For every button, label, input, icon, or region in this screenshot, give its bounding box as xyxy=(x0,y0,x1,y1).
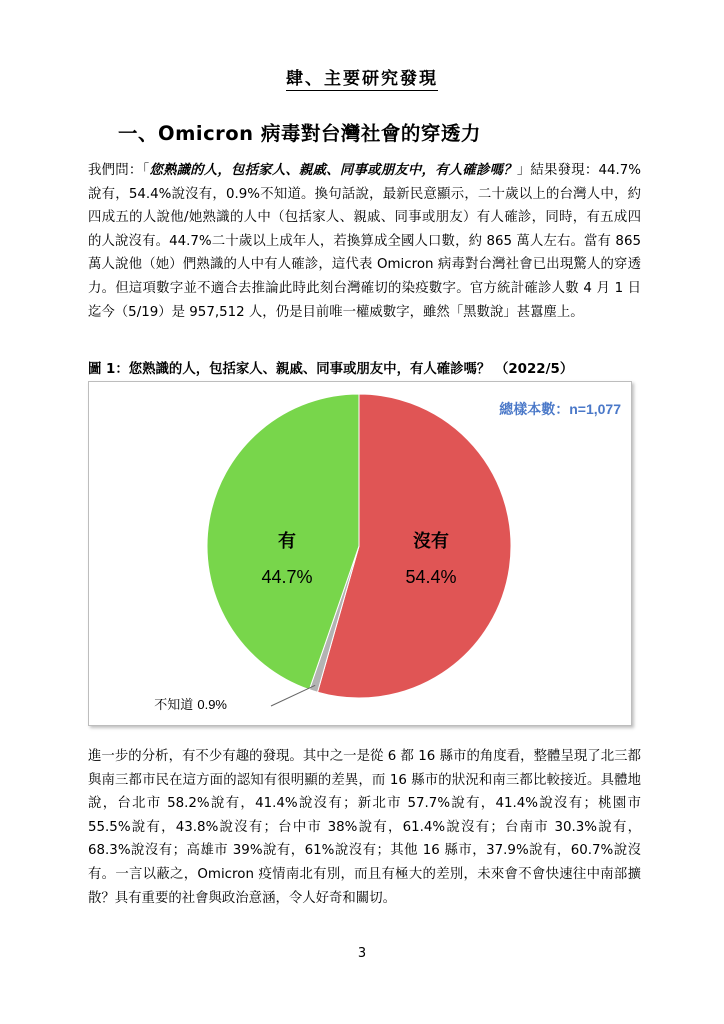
page-number: 3 xyxy=(357,946,367,961)
pie-chart-frame xyxy=(88,381,632,726)
pie-chart xyxy=(89,382,631,725)
survey-question: 您熟識的人，包括家人、親戚、同事或朋友中，有人確診嗎？ xyxy=(149,163,517,178)
pie-slices xyxy=(207,394,511,698)
slice-label-no: 沒有 xyxy=(413,531,449,552)
subsection-heading: 一、Omicron 病毒對台灣社會的穿透力 xyxy=(118,122,481,145)
slice-label-dontknow: 不知道 0.9% xyxy=(154,697,227,713)
leader-line xyxy=(271,685,315,706)
intro-paragraph: 我們問：「您熟識的人，包括家人、親戚、同事或朋友中，有人確診嗎？」結果發現：44.7%說有，54.4%說沒有，0.9%不知道。換句話說，最新民意顯示，二十歲以上的台灣人中，約四成五的人說他/她熟識的人中（包括家人、親戚、同事或朋友）有人確診，同時，有五成四的人說沒有。44.7%二十歲以上成年人，若換算成全國人口數，約 865 萬人左右。當有 865 萬人說他（她）們熟識的人中有人確診，這代表 Omicron 病毒對台灣社會已出現驚人的穿透力。但這項數字並不適合去推論此時此刻台灣確切的染疫數字。官方統計確診人數 4 月 1 日迄今（5/19）是 957,512 人，仍是目前唯一權威數字，雖然「黑數說」甚囂塵上。 xyxy=(88,163,642,320)
slice-value-no: 54.4% xyxy=(405,567,457,587)
analysis-paragraph: 進一步的分析，有不少有趣的發現。其中之一是從 6 都 16 縣市的角度看，整體呈現了北三都與南三都市民在這方面的認知有很明顯的差異，而 16 縣市的狀況和南三都比較接近。具體地說，台北市 58.2%說有，41.4%說沒有；新北市 57.7%說有，41.4%說沒有；桃園市 55.5%說有，43.8%說沒有；台中市 38%說有，61.4%說沒有；台南市 30.3%說有，68.3%說沒有；高雄市 39%說有，61%說沒有；其他 16 縣市，37.9%說有，60.7%說沒有。一言以蔽之，Omicron 疫情南北有別，而且有極大的差別，未來會不會快速往中南部擴散？具有重要的社會與政治意涵，令人好奇和關切。 xyxy=(88,749,641,906)
slice-label-yes: 有 xyxy=(278,531,296,552)
figure-caption: 圖 1：您熟識的人，包括家人、親戚、同事或朋友中，有人確診嗎？ （2022/5） xyxy=(88,362,574,377)
sample-size-label: 總樣本數：n=1,077 xyxy=(499,401,621,417)
section-heading: 肆、主要研究發現 xyxy=(286,69,438,89)
slice-value-yes: 44.7% xyxy=(261,567,313,587)
